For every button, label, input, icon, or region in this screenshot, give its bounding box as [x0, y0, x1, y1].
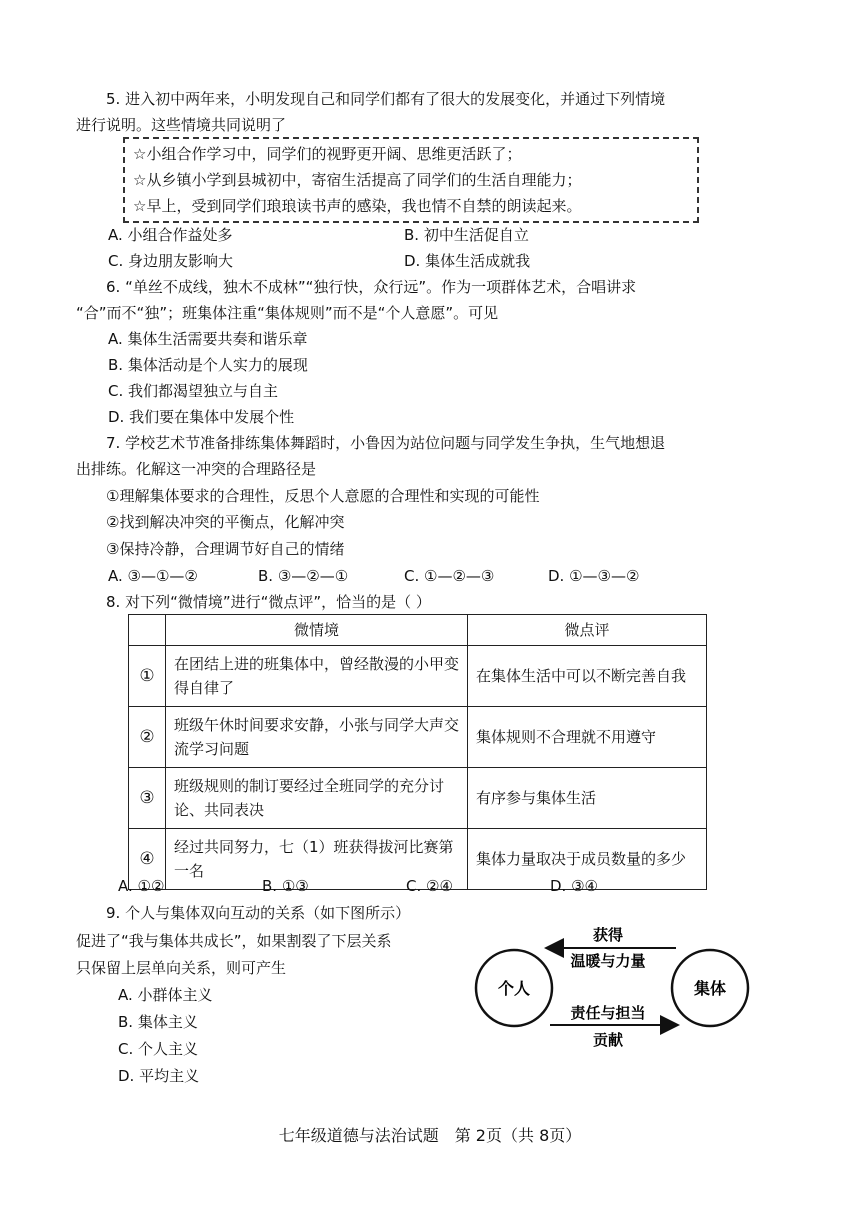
q7-step-2: ②找到解决冲突的平衡点，化解冲突 — [106, 513, 345, 531]
row-number: ② — [129, 707, 166, 768]
q6-stem-line2: “合”而不“独”；班集体注重“集体规则”而不是“个人意愿”。可见 — [76, 304, 499, 322]
table-header-row — [129, 615, 707, 646]
individual-label: 个人 — [497, 979, 531, 998]
collective-label: 集体 — [693, 979, 727, 998]
row-number: ③ — [129, 768, 166, 829]
q9-option-a: A. 小群体主义 — [118, 986, 213, 1004]
q7-step-3: ③保持冷静，合理调节好自己的情绪 — [106, 540, 345, 558]
q9-stem-line3: 只保留上层单向关系，则可产生 — [76, 959, 287, 977]
bottom-label-2: 贡献 — [592, 1031, 624, 1049]
q5-situation-1: ☆小组合作学习中，同学们的视野更开阔、思维更活跃了； — [133, 145, 522, 163]
q7-option-b: B. ③—②—① — [258, 567, 349, 585]
table-row — [129, 768, 707, 829]
row-scene: 班级规则的制订要经过全班同学的充分讨论、共同表决 — [166, 768, 468, 829]
q8-option-d: D. ③④ — [550, 877, 598, 895]
q8-option-c: C. ②④ — [406, 877, 453, 895]
q6-option-b: B. 集体活动是个人实力的展现 — [108, 356, 308, 374]
table-row — [129, 646, 707, 707]
q9-option-b: B. 集体主义 — [118, 1013, 198, 1031]
q7-option-a: A. ③—①—② — [108, 567, 198, 585]
row-scene: 经过共同努力，七（1）班获得拔河比赛第一名 — [166, 829, 468, 890]
row-scene: 在团结上进的班集体中，曾经散漫的小甲变得自律了 — [166, 646, 468, 707]
row-comment: 集体力量取决于成员数量的多少 — [468, 829, 707, 890]
q6-option-c: C. 我们都渴望独立与自主 — [108, 382, 279, 400]
row-comment: 在集体生活中可以不断完善自我 — [468, 646, 707, 707]
q5-option-d: D. 集体生活成就我 — [404, 252, 531, 270]
q5-option-a: A. 小组合作益处多 — [108, 226, 233, 244]
row-scene: 班级午休时间要求安静，小张与同学大声交流学习问题 — [166, 707, 468, 768]
top-label-2: 温暖与力量 — [570, 952, 646, 970]
q8-option-a: A. ①② — [118, 877, 165, 895]
table-row — [129, 707, 707, 768]
table-header-comment: 微点评 — [468, 615, 707, 646]
q6-option-d: D. 我们要在集体中发展个性 — [108, 408, 295, 426]
q9-stem-line2: 促进了“我与集体共成长”，如果割裂了下层关系 — [76, 932, 392, 950]
row-number: ① — [129, 646, 166, 707]
q9-option-d: D. 平均主义 — [118, 1067, 200, 1085]
q6-option-a: A. 集体生活需要共奏和谐乐章 — [108, 330, 308, 348]
table-header-scene: 微情境 — [166, 615, 468, 646]
q7-stem-line2: 出排练。化解这一冲突的合理路径是 — [76, 460, 317, 478]
row-number: ④ — [129, 829, 166, 890]
q9-option-c: C. 个人主义 — [118, 1040, 199, 1058]
q7-step-1: ①理解集体要求的合理性，反思个人意愿的合理性和实现的可能性 — [106, 487, 540, 505]
q5-option-b: B. 初中生活促自立 — [404, 226, 529, 244]
q5-situation-box — [123, 137, 699, 223]
q5-stem-line2: 进行说明。这些情境共同说明了 — [76, 116, 287, 134]
q9-stem-line1: 9. 个人与集体双向互动的关系（如下图所示） — [106, 904, 411, 922]
q5-option-c: C. 身边朋友影响大 — [108, 252, 234, 270]
row-comment: 有序参与集体生活 — [468, 768, 707, 829]
individual-collective-diagram — [470, 918, 760, 1068]
q5-situation-3: ☆早上，受到同学们琅琅读书声的感染，我也情不自禁的朗读起来。 — [133, 197, 582, 215]
q7-stem-line1: 7. 学校艺术节准备排练集体舞蹈时，小鲁因为站位问题与同学发生争执，生气地想退 — [106, 434, 666, 452]
q8-table — [128, 614, 707, 890]
top-label-1: 获得 — [592, 926, 624, 944]
q5-stem-line1: 5. 进入初中两年来，小明发现自己和同学们都有了很大的发展变化，并通过下列情境 — [106, 90, 666, 108]
q7-option-c: C. ①—②—③ — [404, 567, 495, 585]
q7-option-d: D. ①—③—② — [548, 567, 640, 585]
q5-situation-2: ☆从乡镇小学到县城初中，寄宿生活提高了同学们的生活自理能力； — [133, 171, 582, 189]
q6-stem-line1: 6. “单丝不成线，独木不成林”“独行快，众行远”。作为一项群体艺术，合唱讲求 — [106, 278, 637, 296]
row-comment: 集体规则不合理就不用遵守 — [468, 707, 707, 768]
page-footer: 七年级道德与法治试题 第 2页（共 8页） — [278, 1126, 582, 1145]
table-header-blank — [129, 615, 166, 646]
bottom-label-1: 责任与担当 — [570, 1004, 646, 1022]
q8-stem: 8. 对下列“微情境”进行“微点评”，恰当的是（ ） — [106, 593, 431, 611]
q8-option-b: B. ①③ — [262, 877, 309, 895]
